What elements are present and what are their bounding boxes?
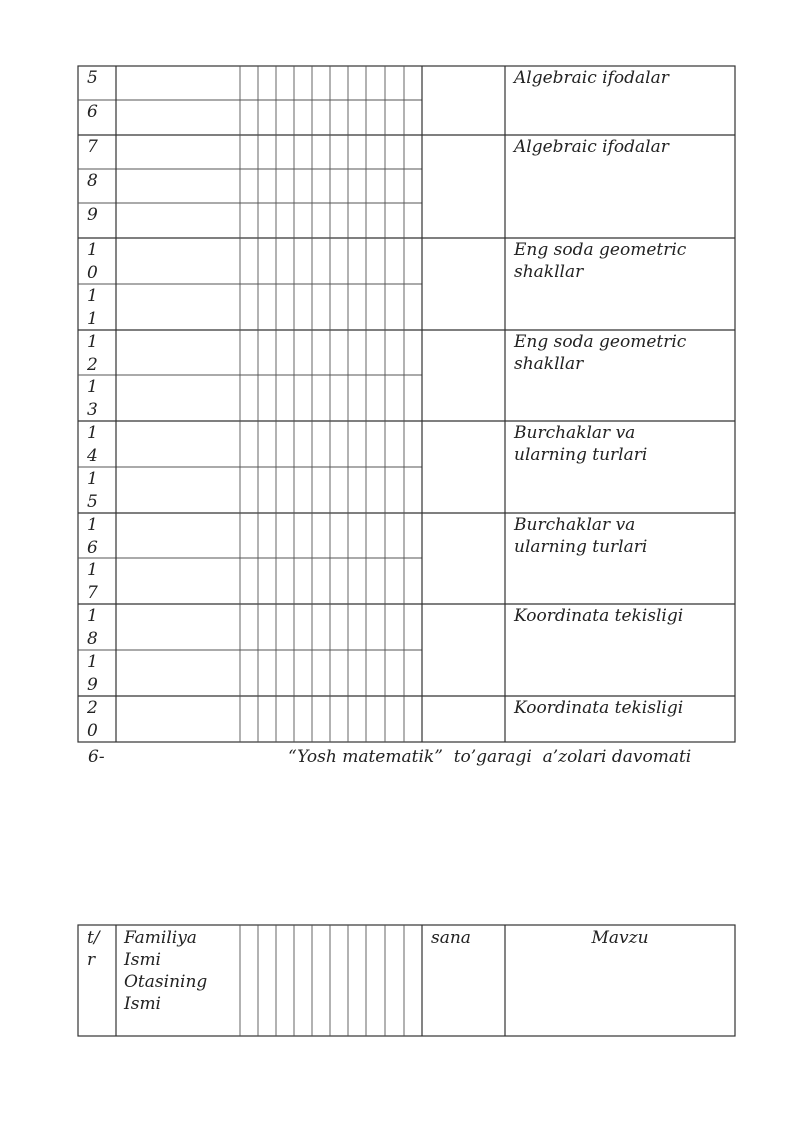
row-number: 1 2 [87,332,98,375]
col-header-date: sana [431,928,471,948]
topic-cell: Koordinata tekisligi [514,698,684,718]
row-number: 8 [87,171,98,191]
row-number: 1 0 [87,240,98,283]
row-number: 6 [87,102,98,122]
row-number: 7 [87,137,98,157]
topic-cell: Eng soda geometric shakllar [514,332,687,374]
row-number: 1 7 [87,560,98,603]
topic-cell: Algebraic ifodalar [514,137,669,157]
row-number: 1 1 [87,286,98,329]
topic-cell: Koordinata tekisligi [514,606,684,626]
topic-cell: Eng soda geometric shakllar [514,240,687,282]
row-number: 9 [87,205,98,225]
row-number: 1 4 [87,423,98,466]
row-number: 1 8 [87,606,98,649]
row-number: 1 5 [87,469,98,512]
row-number: 1 3 [87,377,98,420]
row-number: 1 9 [87,652,98,695]
topic-cell: Burchaklar va ularning turlari [514,423,648,465]
col-header-number: t/ r [87,928,100,970]
topic-cell: Algebraic ifodalar [514,68,669,88]
col-header-name: Familiya Ismi Otasining Ismi [124,928,208,1014]
row-number: 2 0 [87,698,98,741]
section-title: “Yosh matematik” to’garagi a’zolari davomati [288,747,692,767]
col-header-topic: Mavzu [591,928,649,948]
section-number: 6- [88,747,105,767]
topic-cell: Burchaklar va ularning turlari [514,515,648,557]
row-number: 1 6 [87,515,98,558]
row-number: 5 [87,68,98,88]
